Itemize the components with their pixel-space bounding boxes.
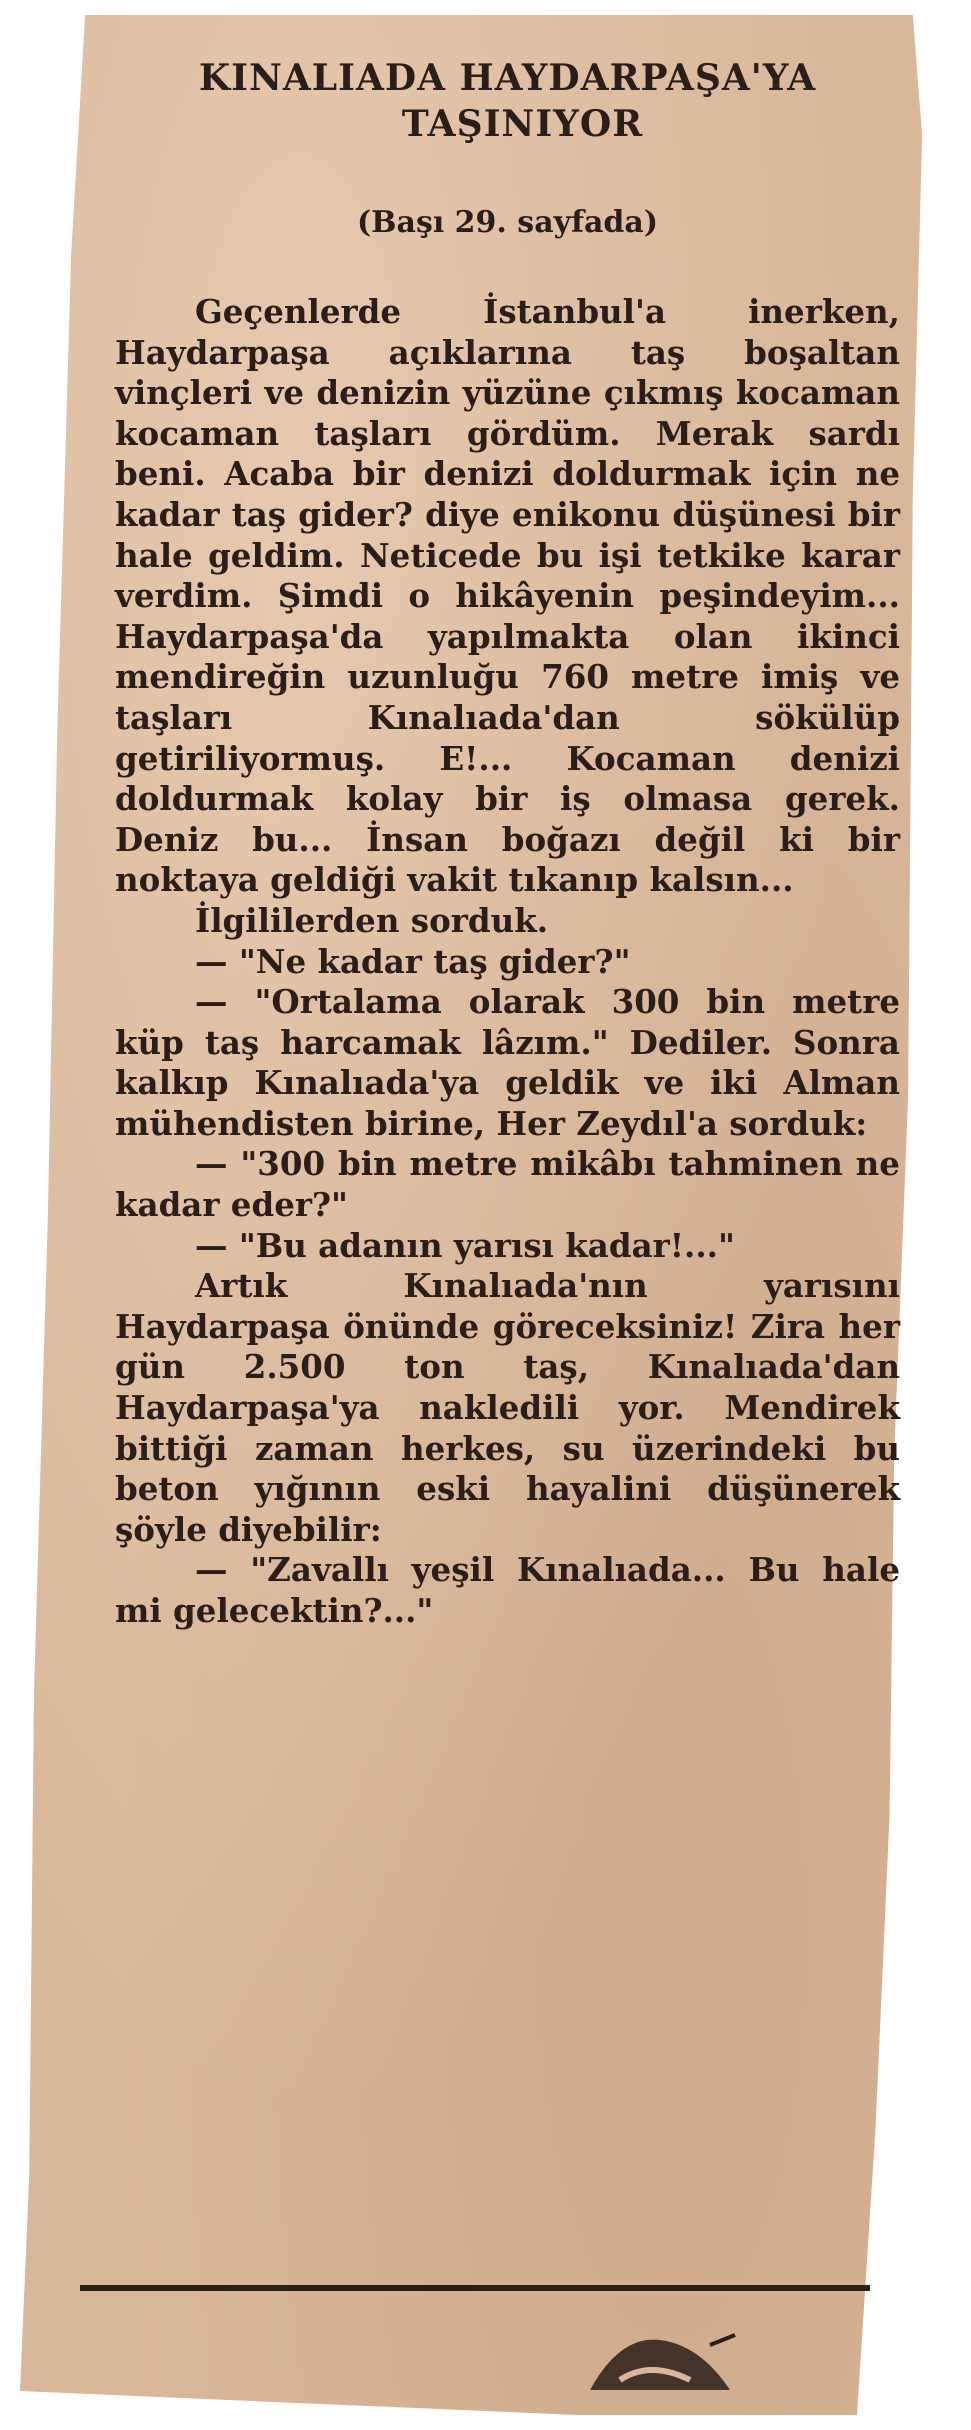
article (115, 55, 900, 1632)
divider-rule (80, 2285, 870, 2291)
continued-from-note: (Başı 29. sayfada) (356, 205, 659, 240)
dialogue-line: — "300 bin metre mikâbı tahminen ne kadar eder?" (115, 1144, 900, 1225)
stamp-mark-icon (580, 2330, 740, 2400)
paragraph: Artık Kınalıada'nın yarısını Haydarpaşa önünde göreceksiniz! Zira her gün 2.500 ton taş, Kınalıada'dan Haydarpaşa'ya nakledili yor. Mendirek bittiği zaman herkes, su üzerindeki bu beton yığının eski hayalini düşünerek şöyle diyebilir: (115, 1266, 900, 1549)
dialogue-line: — "Bu adanın yarısı kadar!..." (195, 1225, 735, 1265)
paragraph: Geçenlerde İstanbul'a inerken, Haydarpaşa açıklarına taş boşaltan vinçleri ve denizin yüzüne çıkmış kocaman kocaman taşları gördüm. Merak sardı beni. Acaba bir denizi doldurmak için ne kadar taş gider? diye enikonu düşünesi bir hale geldim. Neticede bu işi tetkike karar verdim. Şimdi o hikâyenin peşindeyim... Haydarpaşa'da yapılmakta olan ikinci mendireğin uzunluğu 760 metre imiş ve taşları Kınalıada'dan sökülüp getiriliyormuş. E!... Kocaman denizi doldurmak kolay bir iş olmasa gerek. Deniz bu... İnsan boğazı değil ki bir noktaya geldiği vakit tıkanıp kalsın... (115, 292, 900, 900)
headline (115, 55, 900, 147)
headline-line-2: TAŞINIYOR (401, 103, 644, 145)
article-body (115, 292, 900, 1632)
paragraph: İlgililerden sorduk. (195, 900, 549, 940)
dialogue-line: — "Ortalama olarak 300 bin metre küp taş harcamak lâzım." Dediler. Sonra kalkıp Kınalıada'ya geldik ve iki Alman mühendisten birine, Her Zeydıl'a sorduk: (115, 982, 900, 1143)
dialogue-line: — "Zavallı yeşil Kınalıada... Bu hale mi gelecektin?..." (115, 1550, 900, 1630)
headline-line-1: KINALIADA HAYDARPAŞA'YA (198, 57, 817, 99)
dialogue-line: — "Ne kadar taş gider?" (195, 941, 631, 981)
